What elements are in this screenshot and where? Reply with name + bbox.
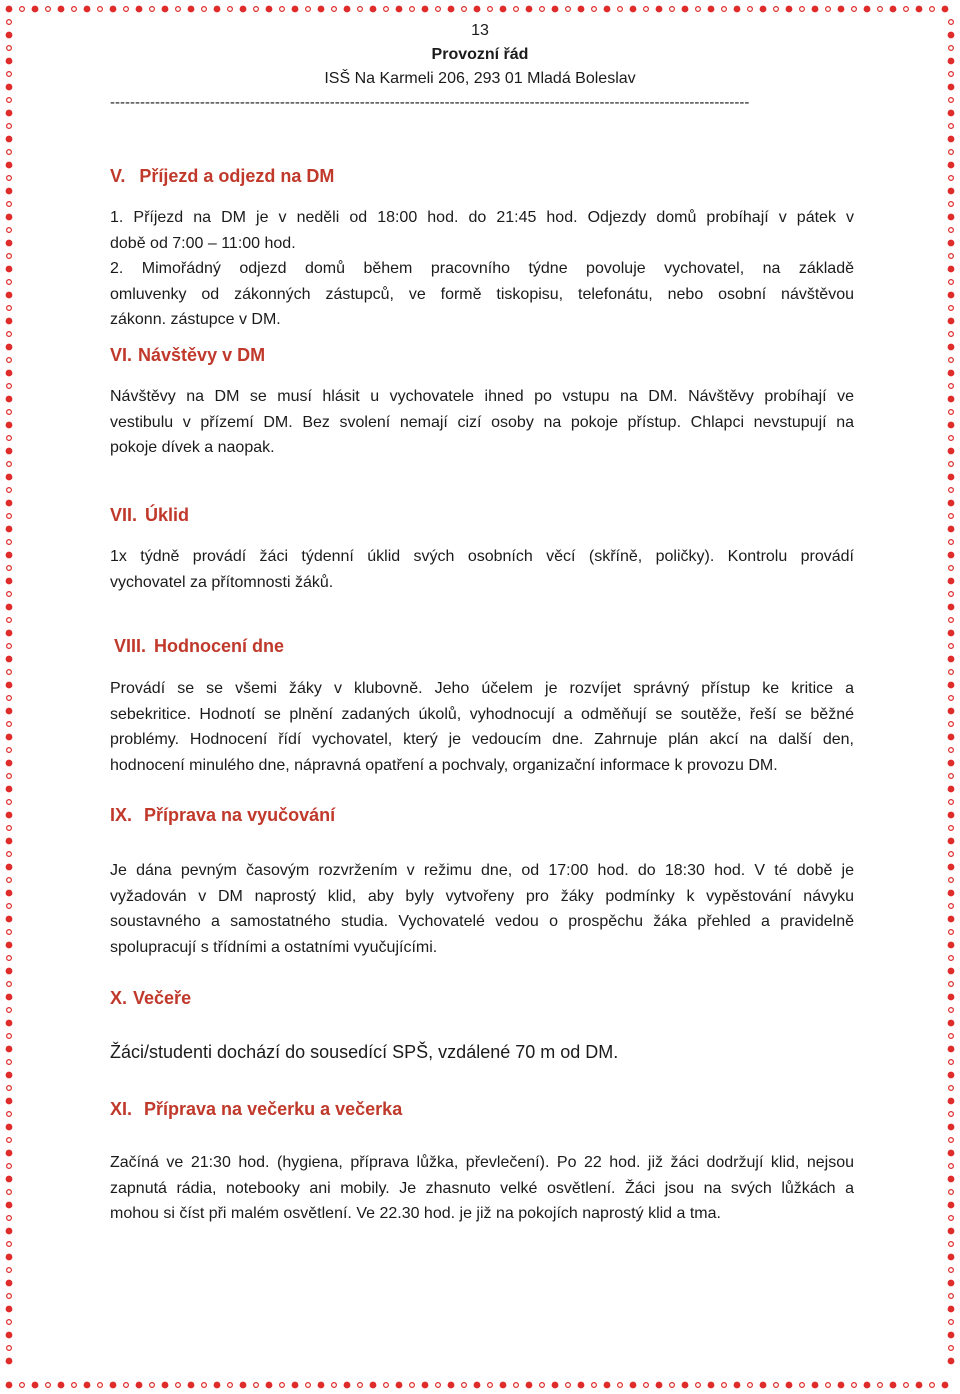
section-number: X.	[110, 988, 128, 1008]
section-heading-vi	[110, 345, 265, 366]
section-title: Příjezd a odjezd na DM	[139, 166, 335, 186]
section-title: Večeře	[133, 988, 192, 1008]
paragraph-line: zapnutá rádia, notebooky ani mobily. Je zhasnuto velké osvětlení. Žáci jsou na svých lůžkách a	[110, 1179, 854, 1197]
paragraph-line: hodnocení minulého dne, nápravná opatření a pochvaly, organizační informace k provozu DM.	[110, 756, 778, 774]
page-number: 13	[471, 22, 489, 39]
section-title: Hodnocení dne	[154, 636, 285, 656]
section-number: VIII.	[114, 636, 147, 656]
paragraph-line: Je dána pevným časovým rozvržením v režimu dne, od 17:00 hod. do 18:30 hod. V té době je	[110, 862, 854, 879]
section-body-xi	[110, 1150, 854, 1227]
paragraph-line: Provádí se se všemi žáky v klubovně. Jeho účelem je rozvíjet správný přístup ke kritice a	[110, 680, 854, 697]
paragraph-line: pokoje dívek a naopak.	[110, 439, 275, 456]
section-title: Úklid	[145, 505, 190, 525]
paragraph-line: Žáci/studenti dochází do sousedící SPŠ, vzdálené 70 m od DM.	[110, 1042, 619, 1062]
section-title: Příprava na večerku a večerka	[144, 1099, 403, 1119]
paragraph-line: spolupracují s třídními a ostatními vyučujícími.	[110, 938, 438, 956]
paragraph-line: 1x týdně provádí žáci týdenní úklid svých osobních věcí (skříně, poličky). Kontrolu provádí	[110, 548, 854, 565]
section-number: VI.	[110, 345, 133, 365]
paragraph-line: sebekritice. Hodnotí se plnění zadaných úkolů, vyhodnocují a odměňují se soutěže, řeší se běžné	[110, 705, 854, 723]
section-title: Příprava na vyučování	[144, 805, 336, 825]
section-body-viii	[110, 676, 854, 778]
section-body-x	[110, 1040, 854, 1066]
section-number: VII.	[110, 505, 138, 525]
section-number: V.	[110, 166, 126, 186]
paragraph-line: 1. Příjezd na DM je v neděli od 18:00 hod. do 21:45 hod. Odjezdy domů probíhají v pátek v	[110, 209, 854, 226]
section-body-v	[110, 205, 854, 333]
paragraph-line: omluvenky od zákonných zástupců, ve formě tiskopisu, telefonátu, nebo osobní návštěvou	[110, 285, 854, 303]
paragraph-line: Začíná ve 21:30 hod. (hygiena, příprava lůžka, převlečení). Po 22 hod. již žáci dodržují klid, nejsou	[110, 1154, 854, 1171]
section-heading-xi	[110, 1099, 402, 1120]
section-body-vii	[110, 544, 854, 595]
paragraph-line: vyžadován v DM naprostý klid, aby byly vytvořeny pro žáky podmínky k vypěstování návyku	[110, 887, 854, 905]
paragraph-line: vychovatel za přítomnosti žáků.	[110, 573, 334, 591]
section-number: IX.	[110, 805, 133, 825]
section-body-ix	[110, 858, 854, 960]
section-heading-viii	[114, 636, 284, 657]
section-body-vi	[110, 384, 854, 461]
section-heading-v	[110, 166, 334, 187]
paragraph-line: 2. Mimořádný odjezd domů během pracovního týdne povoluje vychovatel, na základě	[110, 260, 854, 277]
paragraph-line: Návštěvy na DM se musí hlásit u vychovatele ihned po vstupu na DM. Návštěvy probíhají ve	[110, 388, 854, 405]
document-title: Provozní řád	[431, 46, 529, 63]
section-title: Návštěvy v DM	[138, 345, 266, 365]
paragraph-line: době od 7:00 – 11:00 hod.	[110, 234, 296, 252]
paragraph-line: mohou si číst při malém osvětlení. Ve 22.30 hod. je již na pokojích naprostý klid a tma.	[110, 1205, 721, 1222]
header-separator: --------------------------------------------------------------------------------------------------------------------------------	[110, 94, 750, 111]
paragraph-line: problémy. Hodnocení řídí vychovatel, který je vedoucím dne. Zahrnuje plán akcí na další den,	[110, 731, 854, 748]
section-heading-vii	[110, 505, 189, 526]
section-heading-ix	[110, 805, 335, 826]
section-number: XI.	[110, 1099, 133, 1119]
school-address: ISŠ Na Karmeli 206, 293 01 Mladá Boleslav	[324, 70, 636, 87]
paragraph-line: vestibulu v přízemí DM. Bez svolení nemají cizí osoby na pokoje přístup. Chlapci nevstupují na	[110, 413, 854, 431]
paragraph-line: soustavného a samostatného studia. Vychovatelé vedou o prospěchu žáka přehled a pravidelně	[110, 913, 854, 930]
section-heading-x	[110, 988, 191, 1009]
paragraph-line: zákonn. zástupce v DM.	[110, 311, 281, 328]
